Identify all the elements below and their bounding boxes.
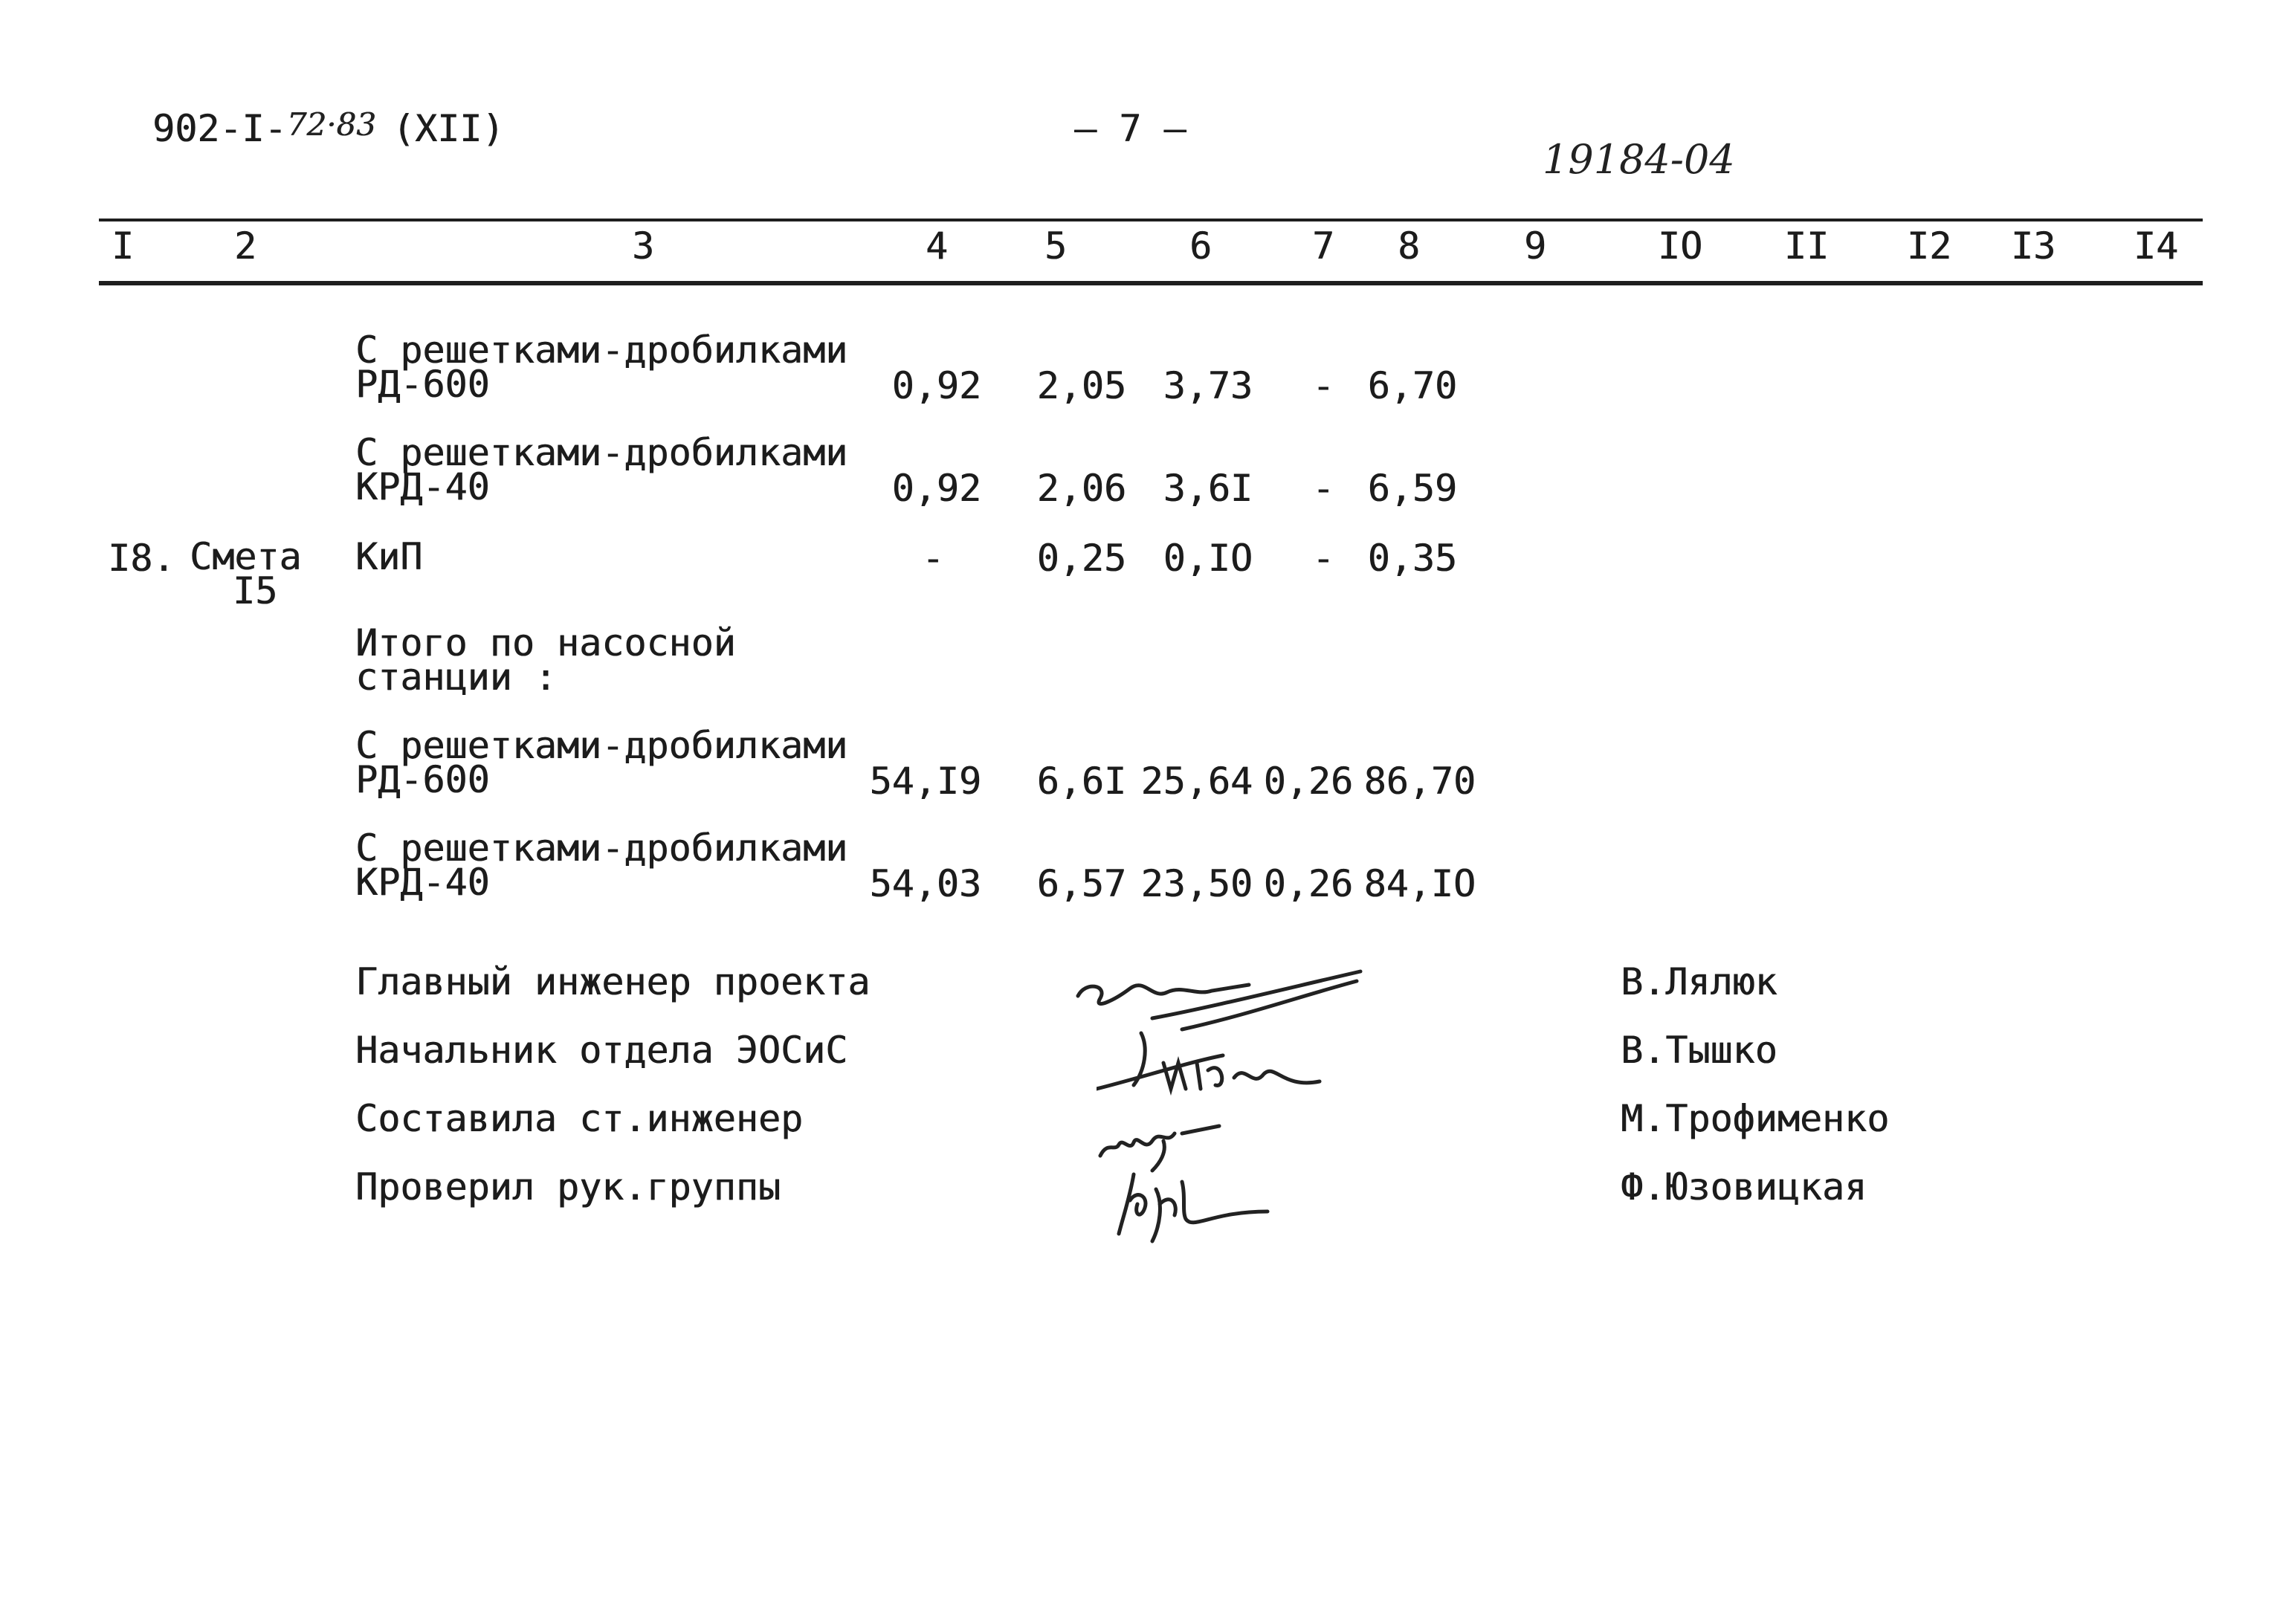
row-description-line: КРД-40 [355,861,490,904]
signatory-position: Составила ст.инженер [355,1097,804,1140]
row-description [355,431,848,508]
cell-col8: 6,59 [1367,467,1457,510]
subtotal-heading [355,621,736,699]
subtotal-heading-line: Итого по насосной [355,621,736,664]
cell-col7: - [1311,467,1335,510]
cell-col5: 2,05 [1036,364,1126,407]
table-header-rule [99,281,2203,285]
row-estimate-line: I5 [233,569,278,612]
row-description-line: РД-600 [355,758,490,801]
column-header: I2 [1906,224,1952,268]
cell-col6: 3,73 [1163,364,1253,407]
row-description [355,826,848,904]
column-header: 4 [925,224,949,268]
doc-code [152,106,505,150]
row-description [355,724,848,801]
cell-col6: 25,64 [1140,760,1253,803]
signatory-name: В.Лялюк [1621,960,1777,1003]
doc-code-suffix: (XII) [392,107,505,150]
signatory-name: Ф.Юзовицкая [1621,1165,1867,1209]
column-header: 9 [1523,224,1547,268]
column-header: II [1783,224,1830,268]
cell-col7: 0,26 [1263,760,1353,803]
cell-col4: 0,92 [891,467,981,510]
subtotal-heading-line: станции : [355,656,557,699]
column-header: 6 [1189,224,1212,268]
signatory-position: Главный инженер проекта [355,960,871,1003]
cell-col5: 0,25 [1036,537,1126,580]
column-header: 2 [233,224,257,268]
cell-col5: 6,57 [1036,862,1126,905]
doc-code-handwritten: 72·83 [286,106,376,143]
table-top-rule [99,219,2203,221]
inventory-number: 19184-04 [1543,136,1735,183]
row-description-line: РД-600 [355,363,490,406]
signatory-position: Проверил рук.группы [355,1165,781,1209]
cell-col4: - [921,537,945,580]
cell-col8: 84,IO [1363,862,1476,905]
column-header: IO [1657,224,1703,268]
cell-col7: - [1311,364,1335,407]
column-header: I [111,224,135,268]
cell-col6: 0,IO [1163,537,1253,580]
column-header: 5 [1044,224,1068,268]
row-description-line: КРД-40 [355,465,490,508]
cell-col6: 23,50 [1140,862,1253,905]
cell-col6: 3,6I [1163,467,1253,510]
cell-col4: 54,I9 [869,760,981,803]
row-description-line: С решетками-дробилками [355,329,848,372]
row-description [355,329,848,406]
cell-col8: 86,70 [1363,760,1476,803]
signature-4 [1108,1159,1286,1249]
cell-col8: 6,70 [1367,364,1457,407]
row-description-line: С решетками-дробилками [355,826,848,870]
doc-code-prefix: 902-I- [152,107,287,150]
column-header: I4 [2133,224,2179,268]
column-header: 3 [631,224,655,268]
column-header: I3 [2010,224,2056,268]
cell-col5: 6,6I [1036,760,1126,803]
column-header: 7 [1311,224,1335,268]
row-estimate [190,535,302,612]
page-number: – 7 – [1074,107,1186,150]
signatory-name: В.Тышко [1621,1029,1777,1072]
row-number: I8. [108,537,175,580]
cell-col8: 0,35 [1367,537,1457,580]
row-description-line: КиП [355,535,423,578]
cell-col4: 0,92 [891,364,981,407]
row-description-line: С решетками-дробилками [355,724,848,767]
row-description-line: С решетками-дробилками [355,431,848,474]
signatory-name: М.Трофименко [1621,1097,1890,1140]
row-estimate-line: Смета [190,535,302,578]
cell-col5: 2,06 [1036,467,1126,510]
cell-col7: 0,26 [1263,862,1353,905]
signature-2 [1097,1018,1349,1100]
column-header: 8 [1397,224,1421,268]
cell-col4: 54,03 [869,862,981,905]
row-description [355,535,423,578]
cell-col7: - [1311,537,1335,580]
signatory-position: Начальник отдела ЭОСиС [355,1029,848,1072]
